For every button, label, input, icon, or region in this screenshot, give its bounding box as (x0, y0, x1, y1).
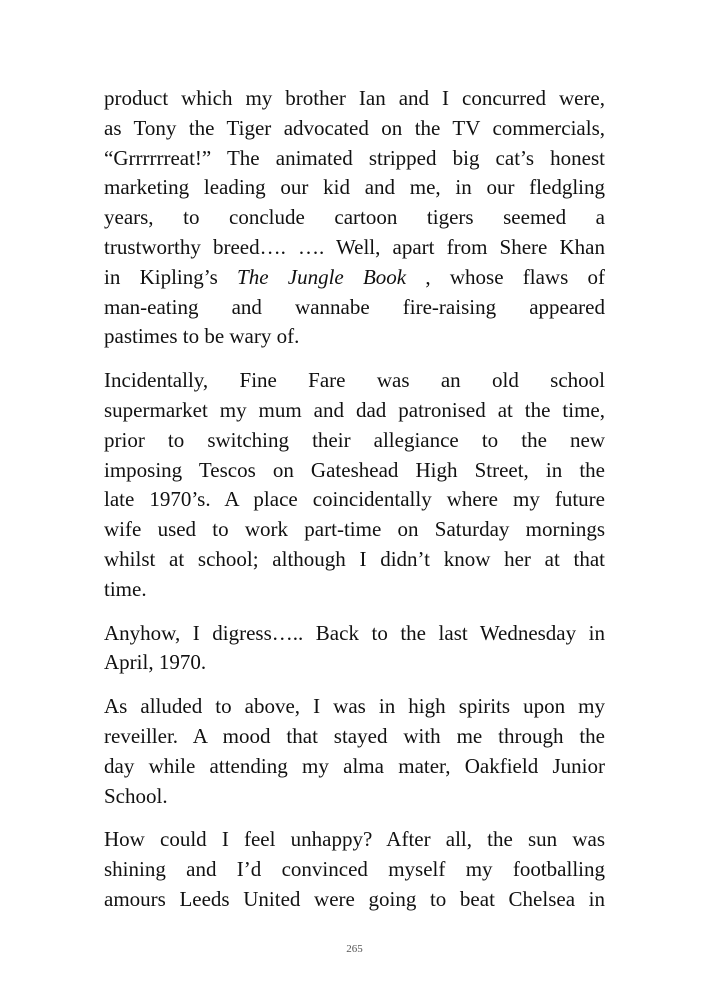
text-line (104, 752, 605, 782)
page-number: 265 (346, 943, 363, 955)
paragraph (104, 366, 605, 604)
text-segment: Incidentally, Fine Fare was an old school (104, 368, 605, 393)
text-line (104, 144, 605, 174)
paragraph (104, 84, 605, 352)
paragraph (104, 692, 605, 811)
text-segment: product which my brother Ian and I concurred were, (104, 86, 605, 110)
text-segment: pastimes to be wary of. (104, 324, 300, 349)
page-body-text (104, 84, 605, 929)
text-segment: April, 1970. (104, 650, 207, 675)
text-line (104, 885, 605, 915)
text-segment: reveiller. A mood that stayed with me through the (104, 723, 605, 748)
text-segment: “Grrrrrreat!” The animated stripped big cat’s honest (104, 145, 605, 170)
text-segment: imposing Tescos on Gateshead High Street, in the (104, 457, 605, 482)
text-line (104, 173, 605, 203)
text-line (104, 263, 605, 293)
text-line (104, 648, 605, 678)
text-segment: supermarket my mum and dad patronised at the time, (104, 397, 605, 422)
text-line (104, 233, 605, 263)
text-segment: time. (104, 576, 147, 601)
text-segment: As alluded to above, I was in high spirits upon my (104, 694, 605, 719)
text-segment: day while attending my alma mater, Oakfield Junior (104, 753, 605, 778)
text-line (104, 293, 605, 323)
text-line (104, 855, 605, 885)
text-segment: late 1970’s. A place coincidentally where my future (104, 487, 605, 512)
text-line (104, 545, 605, 575)
text-line (104, 619, 605, 649)
text-line (104, 396, 605, 426)
text-segment: trustworthy breed…. …. Well, apart from Shere Khan (104, 234, 605, 259)
text-segment: man-eating and wannabe fire-raising appeared (104, 294, 605, 319)
text-line (104, 203, 605, 233)
text-segment: wife used to work part-time on Saturday mornings (104, 517, 605, 542)
text-segment: shining and I’d convinced myself my footballing (104, 857, 605, 882)
paragraph (104, 619, 605, 679)
text-line (104, 722, 605, 752)
text-segment: whilst at school; although I didn’t know her at that (104, 546, 605, 571)
text-segment: marketing leading our kid and me, in our fledgling (104, 175, 605, 200)
text-segment: prior to switching their allegiance to the new (104, 427, 605, 452)
text-segment: School. (104, 783, 168, 808)
text-line (104, 84, 605, 114)
text-line (104, 366, 605, 396)
text-line (104, 692, 605, 722)
text-segment: years, to conclude cartoon tigers seemed a (104, 205, 605, 230)
text-line (104, 456, 605, 486)
text-line (104, 426, 605, 456)
text-segment: , whose flaws of (406, 264, 606, 289)
paragraph (104, 825, 605, 914)
text-line (104, 515, 605, 545)
text-segment: amours Leeds United were going to beat Chelsea in (104, 886, 605, 911)
text-line (104, 485, 605, 515)
text-line (104, 322, 605, 352)
text-segment: as Tony the Tiger advocated on the TV commercials, (104, 115, 605, 140)
text-segment: Anyhow, I digress….. Back to the last Wednesday in (104, 620, 605, 645)
text-segment: in Kipling’s (104, 264, 238, 289)
book-title-italic: The Jungle Book (237, 264, 407, 289)
text-line (104, 825, 605, 855)
text-line (104, 114, 605, 144)
text-line (104, 782, 605, 812)
text-line (104, 575, 605, 605)
text-segment: How could I feel unhappy? After all, the sun was (104, 827, 605, 852)
